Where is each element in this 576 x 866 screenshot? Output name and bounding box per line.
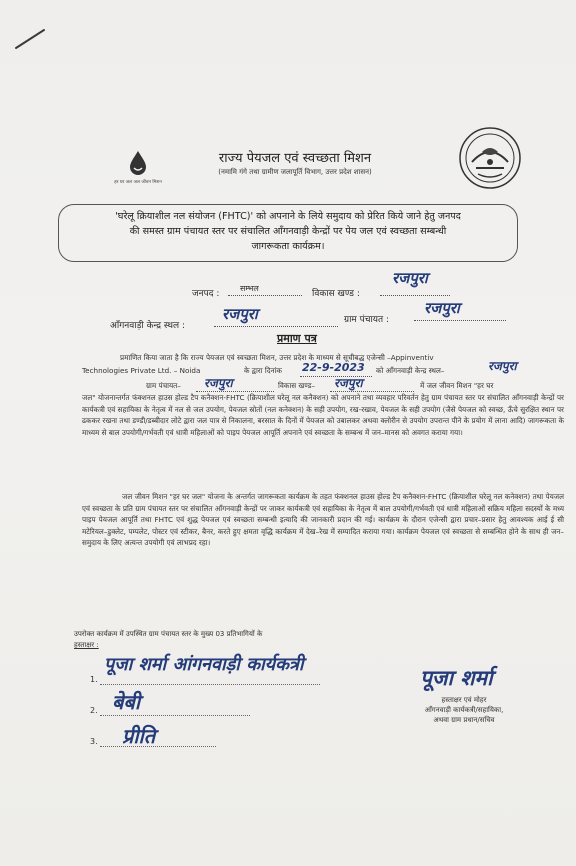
up-state-emblem-icon <box>458 126 522 190</box>
signature-2-line <box>100 715 250 716</box>
signature-3-line <box>100 746 216 747</box>
caption-line2: आँगनवाड़ी कार्यकत्री/सहायिका, <box>424 706 504 714</box>
signatures-intro-line2: हस्ताक्षर : <box>74 641 99 649</box>
signatures-intro <box>74 629 262 651</box>
page-title: राज्य पेयजल एवं स्वच्छता मिशन <box>218 151 372 166</box>
signature-2: बेबी <box>112 690 141 714</box>
para1-line1: प्रमाणित किया जाता है कि राज्य पेयजल एवं स्वच्छता मिशन, उत्तर प्रदेश के माध्यम से सूचीबद्ध एजेन्सी –Appinventiv <box>120 353 434 362</box>
vikas-khand-line <box>380 295 450 296</box>
caption-line3: अथवा ग्राम प्रधान/सचिव <box>433 716 495 724</box>
anganwadi-handwritten: रजपुरा <box>222 305 258 323</box>
authority-signature: पूजा शर्मा <box>420 666 493 690</box>
page-subtitle: (नमामि गंगे तथा ग्रामीण जलापूर्ति विभाग, उत्तर प्रदेश शासन) <box>218 168 372 176</box>
signature-caption <box>380 695 548 725</box>
program-banner <box>58 204 518 262</box>
anganwadi-label: आँगनवाड़ी केन्द्र स्थल : <box>110 321 186 331</box>
vikas-khand-handwritten: रजपुरा <box>392 269 428 287</box>
para-anganwadi-handwritten: रजपुरा <box>488 359 517 373</box>
signature-1-number: 1. <box>90 675 98 684</box>
signature-1: पूजा शर्मा आंगनवाड़ी कार्यकत्री <box>104 654 304 675</box>
para1-date-label: के द्वारा दिनांक <box>244 366 282 375</box>
vikas-khand-label: विकास खण्ड : <box>312 289 360 299</box>
banner-line-3: जागरूकता कार्यक्रम। <box>251 241 325 252</box>
date-handwritten: 22-9-2023 <box>302 361 365 374</box>
signatures-intro-line1: उपरोक्त कार्यक्रम में उपस्थित ग्राम पंचायत स्तर के मुख्य 03 प्रतिभागियों के <box>74 630 263 638</box>
para1-anganwadi-label: को आँगनवाड़ी केन्द्र स्थल– <box>376 366 445 375</box>
signature-3: प्रीति <box>122 724 156 748</box>
para-vk-handwritten: रजपुरा <box>334 376 363 390</box>
banner-line-1: 'घरेलू क्रियाशील नल संयोजन (FHTC)' को अपनाने के लिये समुदाय को प्रेरित किये जाने हेतु जनपद <box>115 211 461 222</box>
para1-mission-label: में जल जीवन मिशन "हर घर <box>420 381 494 390</box>
gram-panchayat-handwritten: रजपुरा <box>424 299 460 317</box>
para1-body: जल" योजनान्तर्गत फंक्शनल हाउस होल्ड टैप कनैक्शन-FHTC (क्रियाशील घरेलू नल कनैक्शन) को अपनाने तथा व्यवहार परिवर्तन हेतु ग्राम पंचायत स्तर पर संचालित आँगनवाड़ी केन्द्रों पर कार्यकत्री एवं सहायिका के नेतृत्व में नल से जल उपयोग, पेयजल स्रोतों (नल कनेक्शन) के सही उपयोग, रख-रखाव, पेयजल के सही उपयोग (जैसे पेयजल को स्वच्छ, ऊँचे सुरक्षित स्थान पर ढककर रखना तथा डण्डी/डब्बीदार लोटे द्वारा जल पात्र से निकालना, बरसात के दिनों में पेयजल को उबालकर अथवा क्लोरीन से उपयोग उपरान्त पीने के प्रयोग में लाना आदि) जागरूकता के माध्यम से बाल उपयोगी/गर्भवती एवं धात्री महिलाओं को पाइप पेयजल आपूर्ति अपनाने एवं स्वच्छता के सम्बन्ध में जन–मानस को अवगत कराया गया। <box>82 393 564 437</box>
janpad-value: सम्भल <box>240 284 259 293</box>
para1-agency: Technologies Private Ltd. – Noida <box>82 366 201 375</box>
para-gp-handwritten: रजपुरा <box>204 376 233 390</box>
para2-body: जल जीवन मिशन "हर घर जल" योजना के अन्तर्गत जागरूकता कार्यक्रम के तहत फंक्शनल हाउस होल्ड टैप कनैक्शन-FHTC (क्रियाशील घरेलू नल कनेक्शन) तथा पेयजल एवं स्वच्छता के प्रति ग्राम पंचायत स्तर पर संचालित आँगनवाड़ी केन्द्रों पर जाकर कार्यकत्री एवं सहायिका के नेतृत्व में बाल उपयोगी/गर्भवती एवं धात्री महिलाओं सक्रिय महिला सदस्यों के मध्य पाइप पेयजल आपूर्ति तथा FHTC एवं शुद्ध पेयजल एवं स्वच्छता सम्बन्धी इत्यादि की जानकारी प्रदान की गई। कार्यक्रम के दौरान एजेन्सी द्वारा प्रचार–प्रसार हेतु आवश्यक आई ई सी मटेरियल–डुक्लेट, पम्पलेट, पोस्टर एवं स्टीकर, बैनर, करते हुए क्षमता वृद्धि कार्यक्रम में देख–रेख में सम्पादित कराया गया। कार्यक्रम पेयजल एवं स्वच्छता से सम्बन्धित होने के साथ ही जन–समुदाय के लिए अत्यन्त उपयोगी एवं लाभप्रद रहा। <box>82 492 564 548</box>
water-drop-icon <box>127 150 149 176</box>
har-ghar-jal-logo <box>114 150 162 202</box>
janpad-label: जनपद : <box>192 289 220 299</box>
anganwadi-line <box>214 326 338 327</box>
certificate-title: प्रमाण पत्र <box>277 332 317 345</box>
caption-line1: हस्ताक्षर एवं मोहर <box>441 696 487 704</box>
pen-mark-icon <box>12 26 48 56</box>
para1-vk-label: विकास खण्ड– <box>278 381 316 390</box>
signature-3-number: 3. <box>90 737 98 746</box>
para1-gp-label: ग्राम पंचायत– <box>146 381 181 390</box>
janpad-line <box>228 295 302 296</box>
banner-line-2: की समस्त ग्राम पंचायत स्तर पर संचालित आँगनवाड़ी केन्द्रों पर पेय जल एवं स्वच्छता सम्बन्धी <box>129 226 447 237</box>
logo-caption: हर घर जल जल जीवन मिशन <box>114 180 162 185</box>
signature-2-number: 2. <box>90 706 98 715</box>
gram-panchayat-label: ग्राम पंचायत : <box>344 315 390 325</box>
gram-panchayat-line <box>414 320 506 321</box>
signature-1-line <box>100 684 320 685</box>
